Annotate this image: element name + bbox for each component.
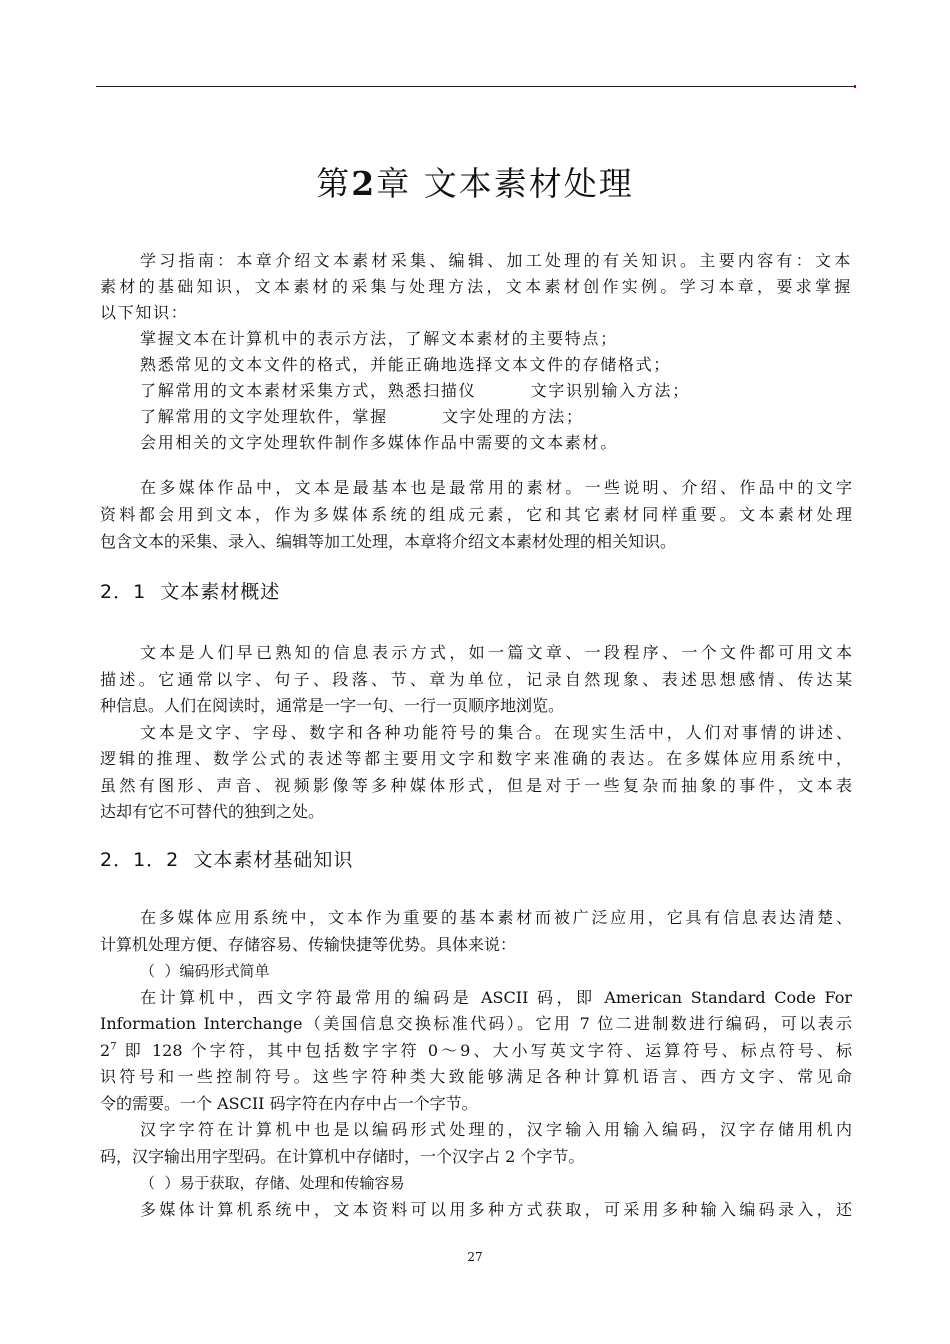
power-exponent: 7: [110, 1041, 117, 1053]
paragraph-line: 识符号和一些控制符号。这些字符种类大致能够满足各种计算机语言、西方文字、常见命: [100, 1067, 852, 1086]
guide-line: 学习指南：本章介绍文本素材采集、编辑、加工处理的有关知识。主要内容有：文本: [140, 251, 852, 270]
paragraph-line: 达却有它不可替代的独到之处。: [100, 802, 325, 821]
paragraph-line: 令的需要。一个 ASCII 码字符在内存中占一个字节。: [100, 1093, 478, 1113]
header-rule-mark: [854, 85, 856, 88]
section-heading-2-1: 2．1 文本素材概述: [100, 581, 281, 603]
guide-item: 了解常用的文字处理软件，掌握 文字处理的方法；: [140, 407, 584, 426]
chapter-number: 2: [351, 164, 377, 203]
paragraph-line: 计算机处理方便、存储容易、传输快捷等优势。具体来说：: [100, 934, 517, 954]
section-2-1-2-body: [100, 905, 852, 1223]
paragraph-line: 汉字字符在计算机中也是以编码形式处理的，汉字输入用输入编码，汉字存储用机内: [140, 1120, 852, 1139]
page-number: 27: [467, 1250, 483, 1264]
chapter-title-text: 章 文本素材处理: [376, 164, 634, 203]
chapter-title-prefix: 第: [316, 164, 352, 203]
paragraph-line: 种信息。人们在阅读时，通常是一字一句、一行一页顺序地浏览。: [100, 696, 565, 715]
chapter-title: [0, 158, 950, 205]
section-2-1-body: [100, 640, 852, 826]
paragraph-line: Information Interchange（美国信息交换标准代码）。它用 7 位二进制数进行编码，可以表示: [100, 1014, 852, 1033]
paragraph-line: 在多媒体作品中，文本是最基本也是最常用的素材。一些说明、介绍、作品中的文字: [140, 478, 852, 497]
paragraph-line: 虽然有图形、声音、视频影像等多种媒体形式，但是对于一些复杂而抽象的事件，文本表: [100, 775, 852, 795]
paragraph-line: 描述。它通常以字、句子、段落、节、章为单位，记录自然现象、表述思想感情、传达某: [100, 669, 852, 689]
guide-line: 以下知识：: [100, 303, 189, 322]
paragraph-line: 码，汉字输出用字型码。在计算机中存储时，一个汉字占 2 个字节。: [100, 1146, 585, 1166]
paragraph-line-rest: 即 128 个字符，其中包括数字字符 0～9、大小写英文字符、运算符号、标点符号、标: [116, 1040, 852, 1060]
intro-paragraph: [100, 474, 852, 555]
paragraph-line: 逻辑的推理、数学公式的表述等都主要用文字和数字来准确的表达。在多媒体应用系统中，: [100, 749, 852, 768]
power-base: 2: [100, 1040, 111, 1060]
guide-line: 素材的基础知识，文本素材的采集与处理方法，文本素材创作实例。学习本章，要求掌握: [100, 277, 852, 296]
study-guide: [100, 248, 852, 456]
section-heading-2-1-2: 2．1．2 文本素材基础知识: [100, 849, 354, 871]
paragraph-line: 资料都会用到文本，作为多媒体系统的组成元素，它和其它素材同样重要。文本素材处理: [100, 505, 852, 524]
guide-item: 掌握文本在计算机中的表示方法，了解文本素材的主要特点；: [140, 329, 618, 348]
paragraph-line: 多媒体计算机系统中，文本资料可以用多种方式获取，可采用多种输入编码录入，还: [140, 1199, 852, 1219]
header-rule: [96, 86, 854, 87]
subheading: （ ）编码形式简单: [140, 962, 270, 980]
subheading: （ ）易于获取，存储、处理和传输容易: [140, 1174, 405, 1192]
paragraph-line: 在多媒体应用系统中，文本作为重要的基本素材而被广泛应用，它具有信息表达清楚、: [140, 908, 852, 927]
guide-item: 熟悉常见的文本文件的格式，并能正确地选择文本文件的存储格式；: [140, 355, 672, 374]
guide-item: 了解常用的文本素材采集方式，熟悉扫描仪 文字识别输入方法；: [140, 381, 690, 400]
paragraph-line: 文本是文字、字母、数字和各种功能符号的集合。在现实生活中，人们对事情的讲述、: [140, 722, 852, 742]
paragraph-line: [100, 1038, 852, 1065]
paragraph-line: 文本是人们早已熟知的信息表示方式，如一篇文章、一段程序、一个文件都可用文本: [140, 643, 852, 662]
paragraph-line: 包含文本的采集、录入、编辑等加工处理，本章将介绍文本素材处理的相关知识。: [100, 532, 677, 551]
paragraph-line: 在计算机中，西文字符最常用的编码是 ASCII 码，即 American Standard Code For: [140, 987, 852, 1007]
guide-item: 会用相关的文字处理软件制作多媒体作品中需要的文本素材。: [140, 433, 618, 452]
